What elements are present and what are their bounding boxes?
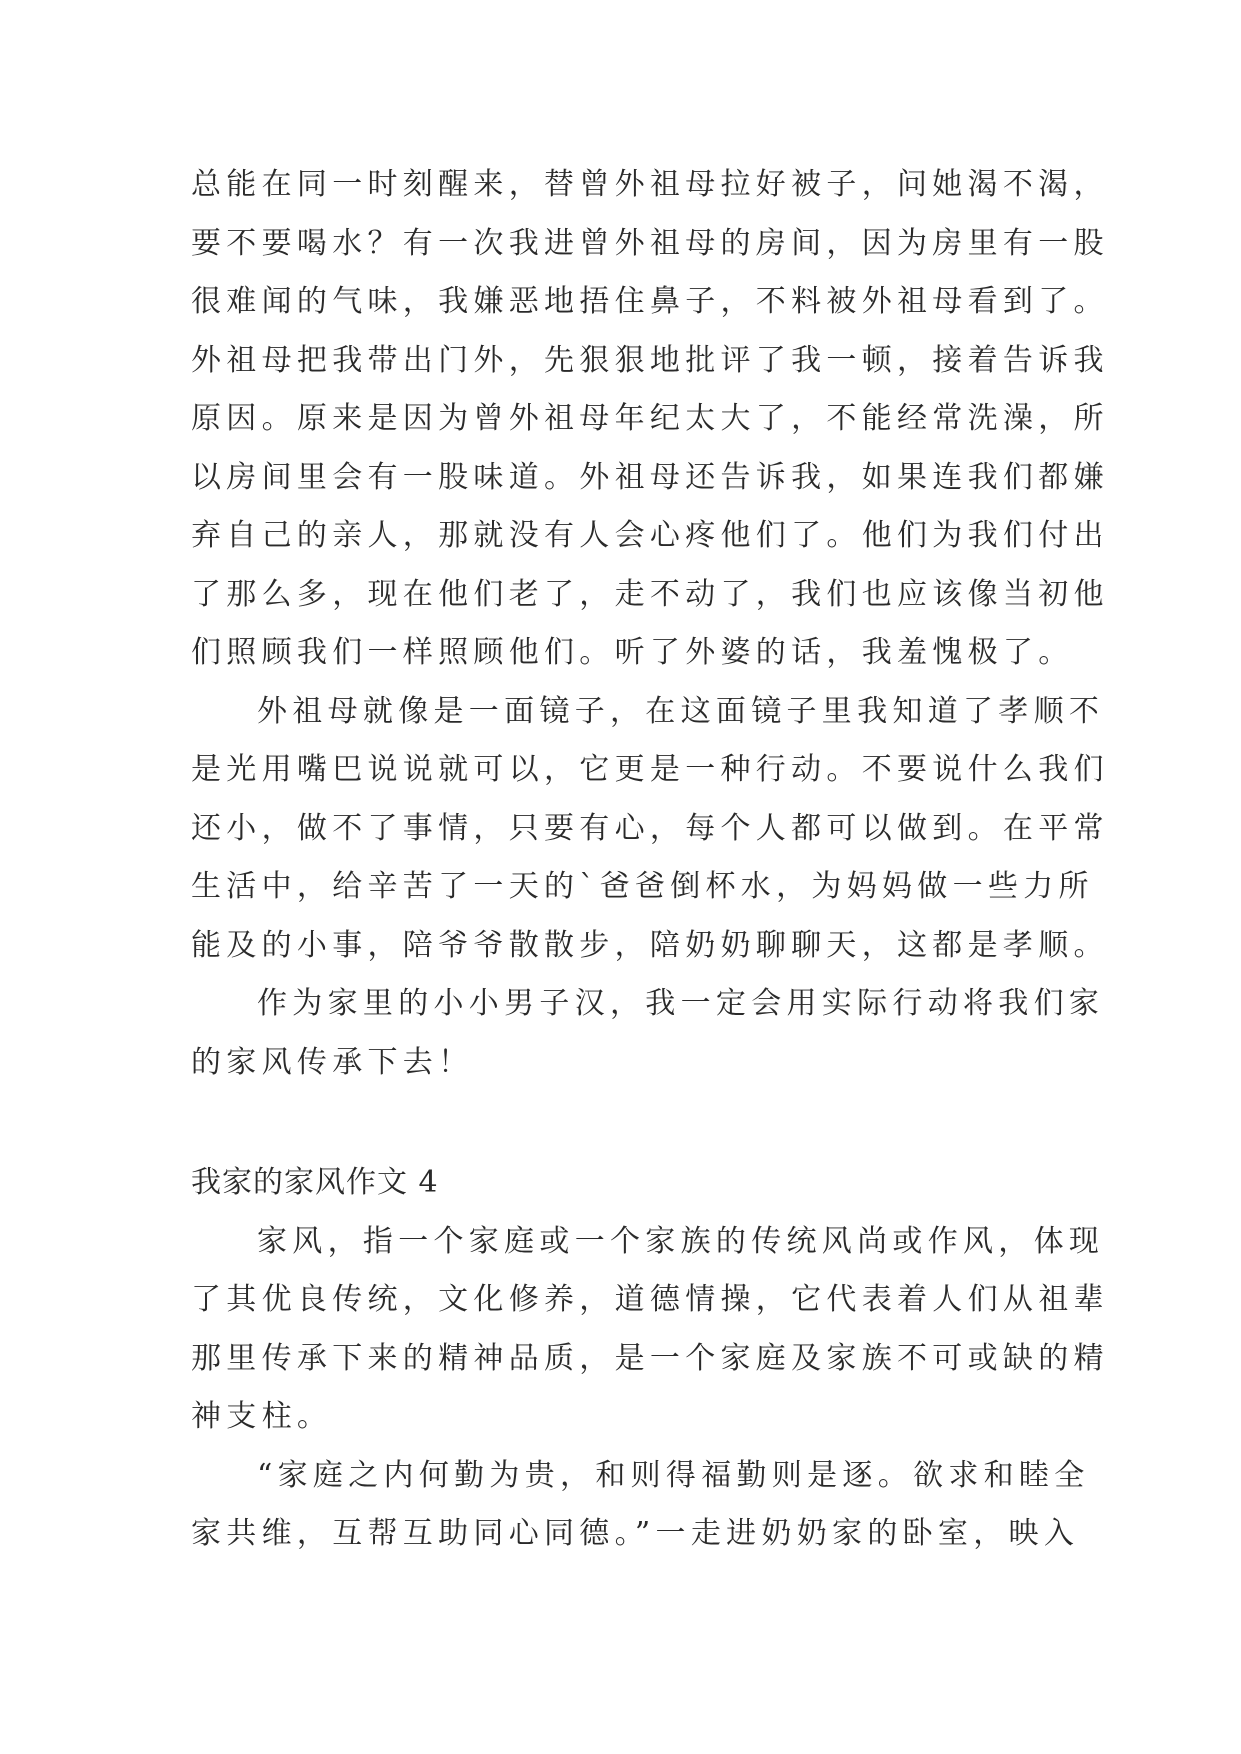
text-line: 以房间里会有一股味道。外祖母还告诉我，如果连我们都嫌 <box>191 459 1109 495</box>
text-line: 了那么多，现在他们老了，走不动了，我们也应该像当初他 <box>191 576 1109 612</box>
text-line: 还小，做不了事情，只要有心，每个人都可以做到。在平常 <box>191 810 1109 846</box>
section-spacer <box>191 1092 1071 1154</box>
essay-text-after <box>191 1213 1109 1564</box>
text-line: 很难闻的气味，我嫌恶地捂住鼻子，不料被外祖母看到了。 <box>191 284 1109 319</box>
text-line: 能及的小事，陪爷爷散散步，陪奶奶聊聊天，这都是孝顺。 <box>191 927 1109 963</box>
text-line: 生活中，给辛苦了一天的`爸爸倒杯水，为妈妈做一些力所 <box>191 869 1094 904</box>
paragraph <box>191 1213 1109 1447</box>
text-line: 弃自己的亲人，那就没有人会心疼他们了。他们为我们付出 <box>191 518 1109 553</box>
paragraph <box>191 156 1109 683</box>
document-body <box>191 156 1109 1564</box>
text-line: 外祖母就像是一面镜子，在这面镜子里我知道了孝顺不 <box>257 693 1105 729</box>
text-line: 家风，指一个家庭或一个家族的传统风尚或作风，体现 <box>257 1223 1105 1259</box>
paragraph <box>191 975 1105 1092</box>
text-line: 了其优良传统，文化修养，道德情操，它代表着人们从祖辈 <box>191 1282 1109 1317</box>
text-line: 的家风传承下去！ <box>191 1044 474 1080</box>
text-line: 家共维，互帮互助同心同德。”一走进奶奶家的卧室，映入 <box>191 1516 1080 1551</box>
text-line: 是光用嘴巴说说就可以，它更是一种行动。不要说什么我们 <box>191 752 1109 787</box>
text-line: 要不要喝水？有一次我进曾外祖母的房间，因为房里有一股 <box>191 225 1109 261</box>
text-line: 总能在同一时刻醒来，替曾外祖母拉好被子，问她渴不渴， <box>191 167 1109 202</box>
text-line: 作为家里的小小男子汉，我一定会用实际行动将我们家 <box>257 986 1105 1021</box>
paragraph <box>191 1447 1090 1564</box>
text-line: 原因。原来是因为曾外祖母年纪太大了，不能经常洗澡，所 <box>191 401 1109 436</box>
text-line: 外祖母把我带出门外，先狠狠地批评了我一顿，接着告诉我 <box>191 342 1109 378</box>
text-line: 们照顾我们一样照顾他们。听了外婆的话，我羞愧极了。 <box>191 635 1074 670</box>
paragraph <box>191 683 1109 976</box>
section-title: 我家的家风作文 4 <box>191 1165 439 1200</box>
text-line: “家庭之内何勤为贵，和则得福勤则是逐。欲求和睦全 <box>257 1457 1090 1493</box>
text-line: 那里传承下来的精神品质，是一个家庭及家族不可或缺的精 <box>191 1340 1109 1376</box>
text-line: 神支柱。 <box>191 1399 333 1434</box>
essay-text-before <box>191 156 1109 1092</box>
